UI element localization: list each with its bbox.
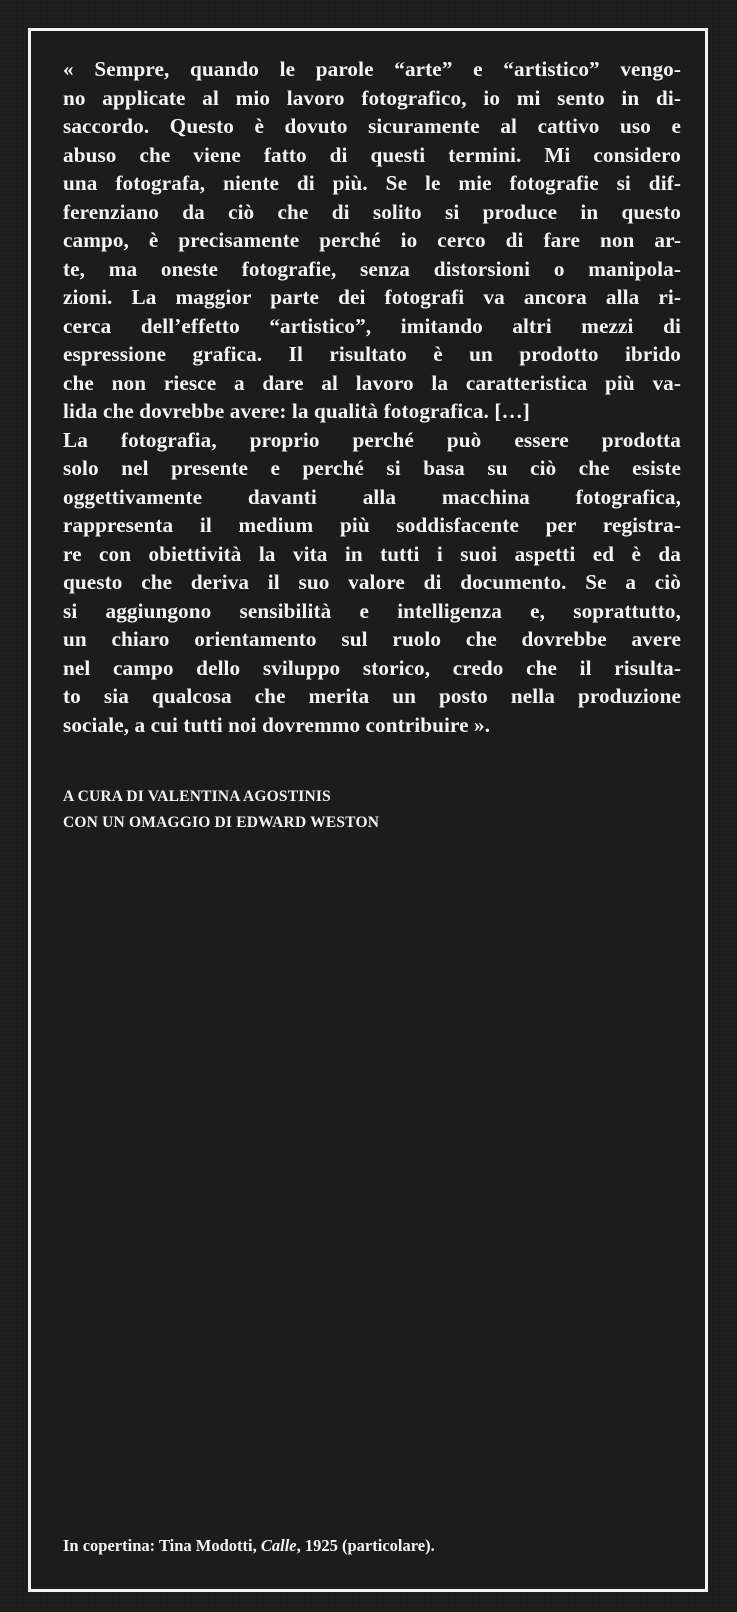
quote-line: lida che dovrebbe avere: la qualità fotografica. […] [63, 399, 530, 423]
quote-line: campo, è precisamente perché io cerco di fare non ar- [63, 228, 681, 252]
quote-line: re con obiettività la vita in tutti i suoi aspetti ed è da [63, 541, 681, 566]
quote-line: si aggiungono sensibilità e intelligenza e, soprattutto, [63, 598, 681, 623]
tribute-credit: CON UN OMAGGIO DI EDWARD WESTON [63, 814, 380, 831]
quote-line: saccordo. Questo è dovuto sicuramente al cattivo uso e [63, 114, 681, 138]
quote-line: cerca dell’effetto “artistico”, imitando altri mezzi di [63, 313, 681, 338]
quote-line: « Sempre, quando le parole “arte” e “artistico” vengo- [63, 57, 681, 81]
editor-credit: A CURA DI VALENTINA AGOSTINIS [63, 788, 331, 805]
quote-line: to sia qualcosa che merita un posto nella produzione [63, 684, 681, 708]
credits-block [63, 784, 379, 836]
cover-caption-title: Calle [260, 1536, 297, 1555]
quote-line: ferenziano da ciò che di solito si produce in questo [63, 199, 681, 224]
quote-line: espressione grafica. Il risultato è un prodotto ibrido [63, 342, 681, 366]
modotti-quote [63, 55, 681, 739]
quote-line: nel campo dello sviluppo storico, credo che il risulta- [63, 655, 681, 680]
quote-line: zioni. La maggior parte dei fotografi va ancora alla ri- [63, 285, 681, 309]
cover-caption-prefix: In copertina: Tina Modotti, [63, 1536, 261, 1555]
cover-caption [63, 1535, 435, 1557]
quote-line: una fotografa, niente di più. Se le mie fotografie si dif- [63, 171, 681, 195]
quote-line: La fotografia, proprio perché può essere prodotta [63, 427, 681, 452]
quote-line: abuso che viene fatto di questi termini. Mi considero [63, 142, 681, 167]
quote-line: un chiaro orientamento sul ruolo che dovrebbe avere [63, 627, 681, 651]
quote-line: no applicate al mio lavoro fotografico, io mi sento in di- [63, 85, 681, 110]
quote-line: te, ma oneste fotografie, senza distorsioni o manipola- [63, 256, 681, 281]
white-border-frame [28, 28, 708, 1592]
quote-line: questo che deriva il suo valore di documento. Se a ciò [63, 570, 681, 594]
quote-line: oggettivamente davanti alla macchina fotografica, [63, 484, 681, 509]
quote-line: che non riesce a dare al lavoro la caratteristica più va- [63, 370, 681, 395]
quote-line: sociale, a cui tutti noi dovremmo contribuire ». [63, 712, 491, 737]
quote-line: solo nel presente e perché si basa su ciò che esiste [63, 456, 681, 480]
quote-line: rappresenta il medium più soddisfacente per registra- [63, 513, 681, 537]
cover-caption-suffix: , 1925 (particolare). [296, 1536, 435, 1555]
